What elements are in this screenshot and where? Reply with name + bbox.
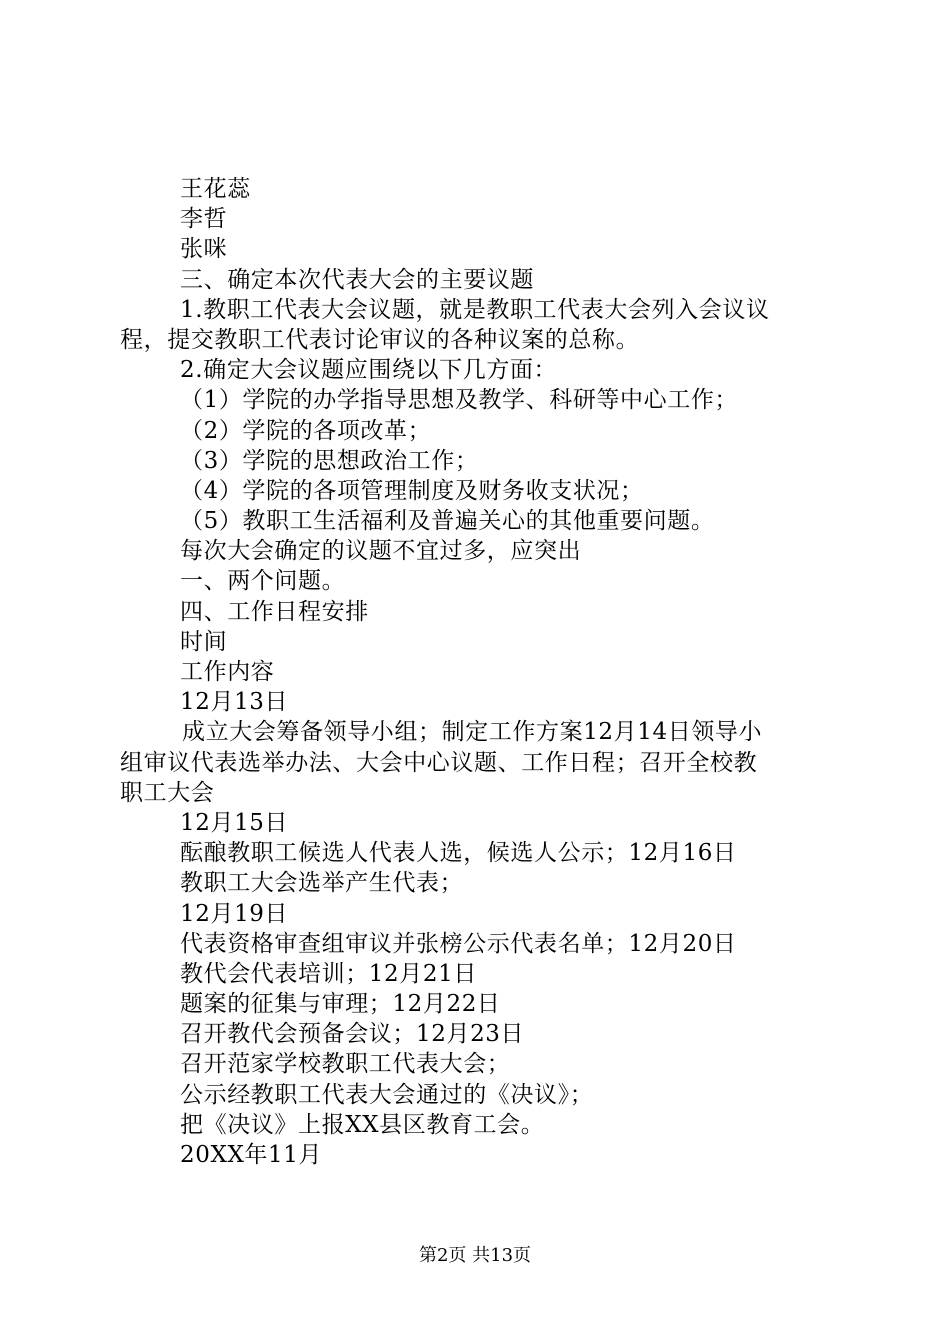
text-line: 12月13日 bbox=[180, 689, 289, 716]
text-line: 公示经教职工代表大会通过的《决议》； bbox=[180, 1081, 594, 1108]
text-line: （4）学院的各项管理制度及财务收支状况； bbox=[180, 477, 644, 504]
text-line: 代表资格审查组审议并张榜公示代表名单；12月20日 bbox=[180, 930, 737, 957]
text-line: 1.教职工代表大会议题，就是教职工代表大会列入会议议 bbox=[180, 296, 770, 323]
text-line: 工作内容 bbox=[180, 659, 275, 685]
text-line: 把《决议》上报XX县区教育工会。 bbox=[180, 1111, 545, 1138]
text-line: 李哲 bbox=[180, 206, 228, 233]
text-line: 12月19日 bbox=[180, 900, 289, 927]
text-line: 题案的征集与审理；12月22日 bbox=[180, 991, 501, 1018]
text-line: 四、工作日程安排 bbox=[180, 598, 369, 625]
page-footer: 第2页 共13页 bbox=[418, 1245, 532, 1266]
text-line: 每次大会确定的议题不宜过多，应突出 bbox=[180, 538, 582, 565]
text-line: 2.确定大会议题应围绕以下几方面： bbox=[180, 357, 558, 384]
document-body bbox=[120, 174, 836, 1170]
text-line: 20XX年11月 bbox=[180, 1142, 323, 1168]
text-line: 组审议代表选举办法、大会中心议题、工作日程；召开全校教 bbox=[120, 749, 758, 776]
text-line: 教职工大会选举产生代表； bbox=[180, 870, 464, 897]
text-line: 时间 bbox=[180, 628, 228, 655]
text-line: 12月15日 bbox=[180, 809, 289, 836]
text-line: 召开范家学校教职工代表大会； bbox=[180, 1051, 511, 1078]
text-line: 教代会代表培训；12月21日 bbox=[180, 960, 477, 987]
text-line: 程，提交教职工代表讨论审议的各种议案的总称。 bbox=[120, 326, 640, 353]
text-line: 三、确定本次代表大会的主要议题 bbox=[180, 266, 534, 293]
text-line: 酝酿教职工候选人代表人选，候选人公示；12月16日 bbox=[180, 840, 737, 867]
text-line: （1）学院的办学指导思想及教学、科研等中心工作； bbox=[180, 387, 739, 414]
text-line: 成立大会筹备领导小组；制定工作方案12月14日领导小 bbox=[182, 719, 763, 746]
text-line: （3）学院的思想政治工作； bbox=[180, 447, 479, 474]
text-line: （2）学院的各项改革； bbox=[180, 417, 432, 444]
text-line: 张咪 bbox=[180, 236, 228, 263]
text-line: 一、两个问题。 bbox=[180, 568, 346, 595]
text-line: 王花蕊 bbox=[180, 176, 251, 202]
text-line: （5）教职工生活福利及普遍关心的其他重要问题。 bbox=[180, 508, 715, 535]
text-line: 召开教代会预备会议；12月23日 bbox=[180, 1021, 525, 1048]
text-line: 职工大会 bbox=[120, 779, 215, 806]
